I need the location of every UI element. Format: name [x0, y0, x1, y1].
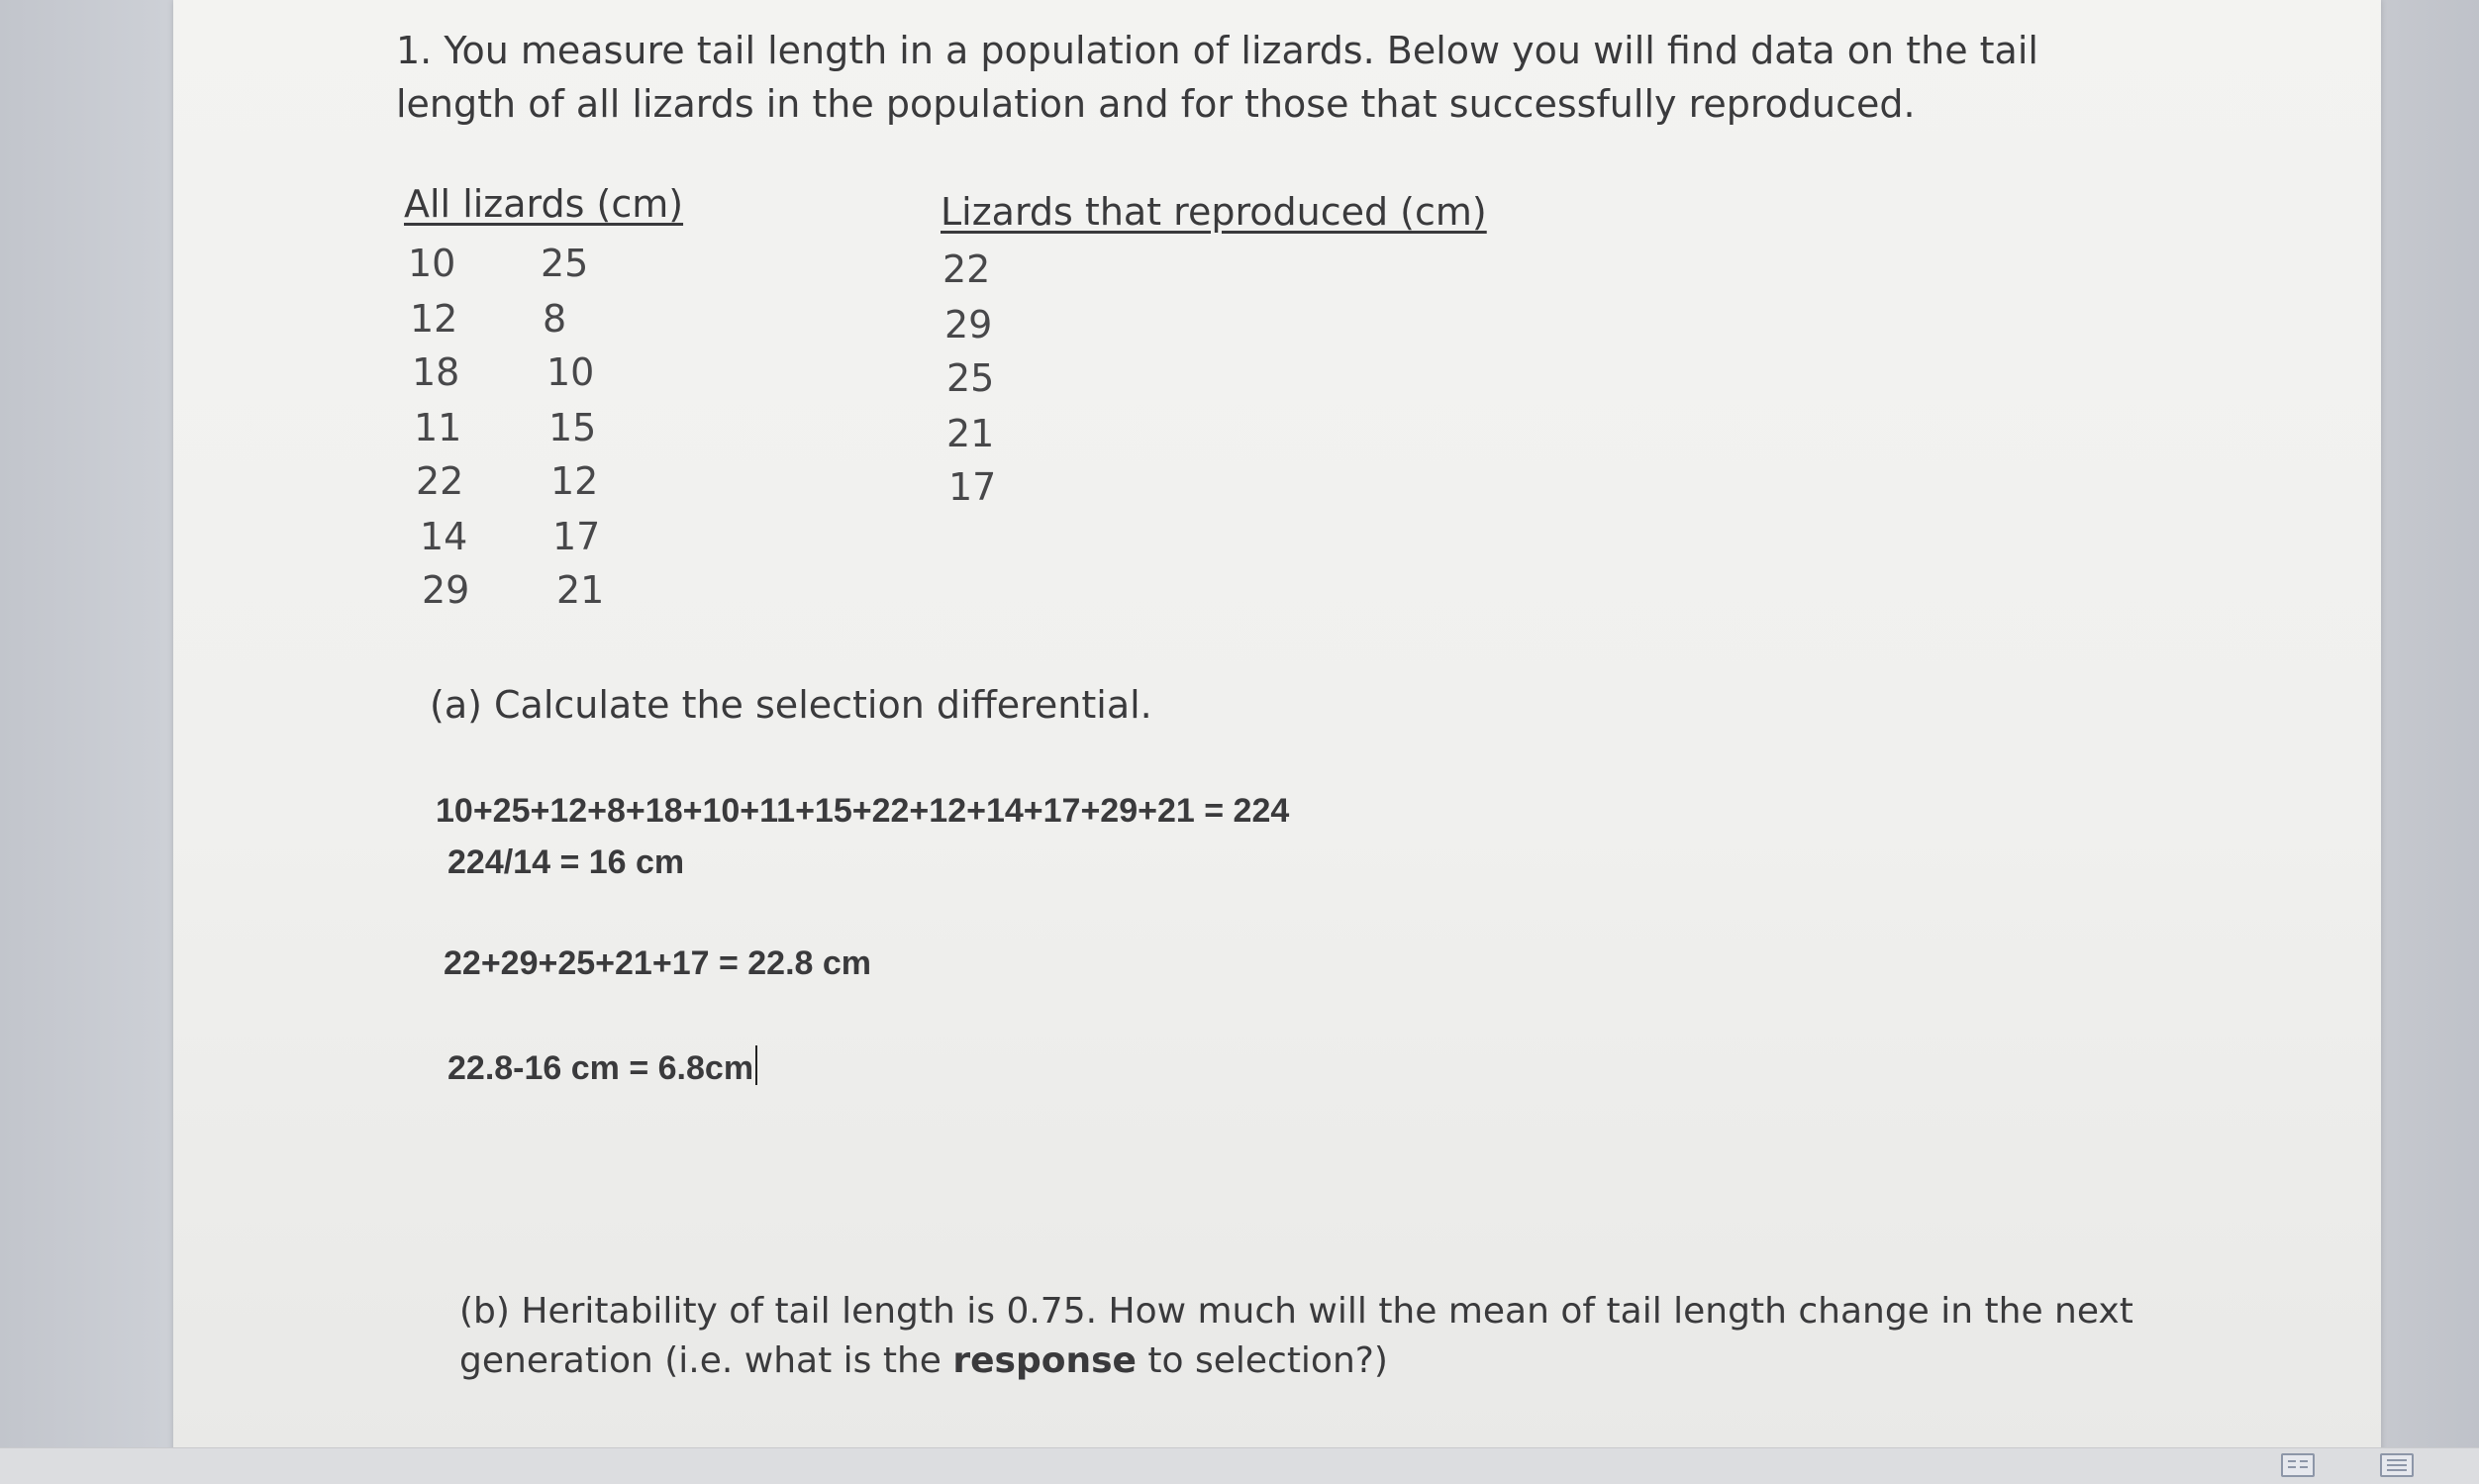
- text-cursor: [755, 1045, 757, 1085]
- part-b-bold-word: response: [952, 1340, 1137, 1381]
- reproduced-header[interactable]: Lizards that reproduced (cm): [941, 190, 1487, 234]
- all-col1-cell[interactable]: 14: [420, 515, 468, 558]
- reproduced-cell[interactable]: 25: [946, 356, 995, 400]
- all-col2-cell[interactable]: 25: [541, 242, 589, 285]
- answer-text[interactable]: 22.8-16 cm = 6.8cm: [447, 1049, 754, 1087]
- reproduced-cell[interactable]: 21: [946, 412, 995, 455]
- part-b-prompt[interactable]: [459, 1287, 2162, 1386]
- calc-mean-all[interactable]: 224/14 = 16 cm: [447, 843, 685, 881]
- part-b-text-end: to selection?): [1136, 1340, 1388, 1381]
- question-intro[interactable]: 1. You measure tail length in a population of lizards. Below you will find data on the tail length of all lizards in the population and for those that successfully reproduced.: [396, 29, 2038, 126]
- all-col1-cell[interactable]: 11: [414, 406, 462, 449]
- part-b-text: (b) Heritability of tail length is 0.75. How much will the mean of tail length change in the next generation (i.e. what is the: [459, 1291, 2133, 1381]
- calc-selection-differential[interactable]: [447, 1045, 757, 1088]
- calc-mean-reproduced[interactable]: 22+29+25+21+17 = 22.8 cm: [444, 944, 872, 982]
- reproduced-cell[interactable]: 22: [942, 247, 991, 291]
- all-col2-cell[interactable]: 10: [546, 350, 595, 394]
- all-col2-cell[interactable]: 15: [548, 406, 597, 449]
- status-bar: [0, 1447, 2479, 1484]
- all-col2-cell[interactable]: 17: [552, 515, 601, 558]
- reproduced-cell[interactable]: 17: [948, 465, 997, 509]
- part-a-prompt[interactable]: (a) Calculate the selection differential.: [430, 683, 1152, 727]
- all-col2-cell[interactable]: 8: [543, 297, 567, 341]
- all-col1-cell[interactable]: 12: [410, 297, 458, 341]
- all-col2-cell[interactable]: 21: [556, 568, 605, 612]
- all-col1-cell[interactable]: 18: [412, 350, 460, 394]
- all-lizards-header[interactable]: All lizards (cm): [404, 182, 684, 226]
- calc-sum-all[interactable]: 10+25+12+8+18+10+11+15+22+12+14+17+29+21 = 224: [436, 792, 1290, 830]
- reproduced-cell[interactable]: 29: [944, 303, 993, 346]
- all-col1-cell[interactable]: 29: [422, 568, 470, 612]
- print-layout-icon[interactable]: [2380, 1453, 2414, 1477]
- read-mode-icon[interactable]: [2281, 1453, 2315, 1477]
- all-col1-cell[interactable]: 10: [408, 242, 456, 285]
- all-col2-cell[interactable]: 12: [550, 459, 599, 503]
- all-col1-cell[interactable]: 22: [416, 459, 464, 503]
